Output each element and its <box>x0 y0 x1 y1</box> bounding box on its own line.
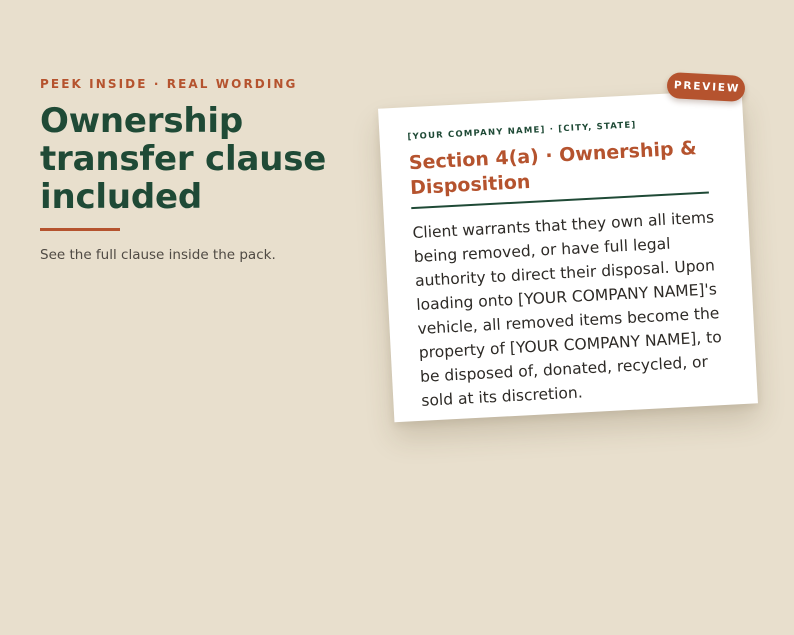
accent-divider <box>40 228 120 231</box>
card-section-title: Section 4(a) · Ownership & Disposition <box>408 137 698 200</box>
card-company-meta: [YOUR COMPANY NAME] · [CITY, STATE] <box>407 120 637 143</box>
intro-section <box>40 76 340 264</box>
headline: Ownership transfer clause included <box>40 101 327 217</box>
preview-badge: PREVIEW <box>666 72 745 102</box>
eyebrow-text: PEEK INSIDE · REAL WORDING <box>40 77 298 91</box>
clause-preview-card <box>378 90 758 423</box>
card-clause-text: Client warrants that they own all items being removed, or have full legal authority to direct their disposal. Upon loading onto [YOUR COMPANY NAME]'s vehicle, all removed items become the property of [YOUR COMPANY NAME], to be disposed of, donated, recycled, or sold at its discretion. <box>412 208 723 410</box>
subtitle: See the full clause inside the pack. <box>40 247 276 263</box>
